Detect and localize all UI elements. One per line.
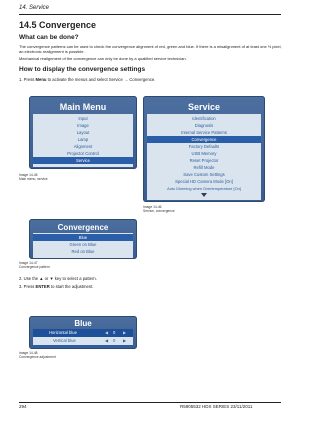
decrease-arrow-icon[interactable]: ◀ xyxy=(105,338,109,343)
caption-text: Convergence pattern xyxy=(19,265,50,269)
menu-item-internal-service-patterns[interactable]: Internal Service Patterns xyxy=(181,130,227,135)
menu-item-convergence[interactable]: Convergence xyxy=(147,136,261,143)
decrease-arrow-icon[interactable]: ◀ xyxy=(105,330,109,335)
what-paragraph-2: Mechanical realignment of the convergence can only be done by a qualified service technician. xyxy=(19,56,187,61)
caption-id: Image 14-46 xyxy=(143,205,162,209)
menu-item-red-on-blue[interactable]: Red on Blue xyxy=(71,249,95,254)
menu-item-layout[interactable]: Layout xyxy=(76,130,90,135)
caption-main-menu xyxy=(19,173,48,181)
menu-item-green-on-blue[interactable]: Green on Blue xyxy=(69,242,97,247)
menu-item-usb-memory[interactable]: USB Memory xyxy=(191,151,217,156)
caption-text: Main menu, service xyxy=(19,177,48,181)
step-1 xyxy=(19,77,279,82)
convergence-menu-title: Convergence xyxy=(57,223,109,232)
step-2 xyxy=(19,276,279,281)
convergence-menu-panel xyxy=(29,219,137,259)
service-menu-panel xyxy=(143,96,265,202)
main-menu-panel xyxy=(29,96,137,169)
horizontal-blue-value: 0 xyxy=(113,330,116,335)
step-3-number: 3. xyxy=(19,284,23,289)
horizontal-blue-row[interactable] xyxy=(33,329,133,337)
step-1-pre: Press xyxy=(23,77,36,82)
menu-item-projector-control[interactable]: Projector Control xyxy=(67,151,99,156)
vertical-blue-row[interactable] xyxy=(33,337,133,345)
what-paragraph-1: The convergence patterns can be used to check the convergence alignment of red, green and blue. If there is a misalignment of at least one ½ pixel, an electronic realignment is possible. xyxy=(19,44,282,54)
chapter-header: 14. Service xyxy=(19,5,50,11)
blue-adjust-list xyxy=(33,329,133,347)
menu-item-reset-projector[interactable]: Reset Projector xyxy=(189,158,219,163)
step-1-number: 1. xyxy=(19,77,23,82)
document-id: R5905532 HDX SERIES 23/11/2011 xyxy=(180,404,253,409)
caption-id: Image 14-47 xyxy=(19,261,38,265)
main-menu-title: Main Menu xyxy=(59,102,107,112)
header-divider xyxy=(19,14,281,15)
caption-id: Image 14-45 xyxy=(19,173,38,177)
scroll-down-arrow-icon[interactable] xyxy=(201,193,207,197)
how-heading: How to display the convergence settings xyxy=(19,66,146,73)
menu-item-special-hd-camera-mode[interactable]: Special HD Camera Mode [On] xyxy=(175,179,233,184)
menu-item-refill-mode[interactable]: Refill Mode xyxy=(193,165,215,170)
menu-item-auto-dimming[interactable]: Auto Dimming when Overtemperature [On] xyxy=(167,186,241,191)
menu-key: Menu xyxy=(35,77,47,82)
blue-menu-panel xyxy=(29,316,137,349)
menu-item-service[interactable]: Service xyxy=(33,157,133,164)
what-heading: What can be done? xyxy=(19,34,79,41)
blue-menu-title: Blue xyxy=(74,319,92,328)
menu-item-image[interactable]: Image xyxy=(77,123,89,128)
increase-arrow-icon[interactable]: ▶ xyxy=(123,338,127,343)
horizontal-blue-label: Horizontal blue xyxy=(49,330,77,335)
vertical-blue-value: 0 xyxy=(113,338,116,343)
caption-blue-menu xyxy=(19,351,56,359)
main-menu-list xyxy=(33,114,133,167)
step-3-pre: Press xyxy=(23,284,36,289)
section-title: 14.5 Convergence xyxy=(19,20,97,30)
footer-divider xyxy=(19,402,281,403)
convergence-menu-list xyxy=(33,233,133,258)
step-3-post: to start the adjustment. xyxy=(49,284,94,289)
menu-item-diagnosis[interactable]: Diagnosis xyxy=(194,123,214,128)
step-2-number: 2. xyxy=(19,276,23,281)
caption-convergence-menu xyxy=(19,261,50,269)
menu-item-identification[interactable]: Identification xyxy=(192,116,216,121)
caption-id: Image 14-48 xyxy=(19,351,38,355)
caption-text: Convergence adjustment xyxy=(19,355,56,359)
menu-item-lamp[interactable]: Lamp xyxy=(77,137,89,142)
menu-item-input[interactable]: Input xyxy=(78,116,88,121)
caption-text: Service, convergence xyxy=(143,209,175,213)
service-menu-title: Service xyxy=(187,102,221,112)
menu-item-blue[interactable]: Blue xyxy=(33,234,133,241)
step-2-text: Use the ▲ or ▼ key to select a pattern. xyxy=(23,276,97,281)
service-menu-list xyxy=(147,114,261,200)
enter-key: ENTER xyxy=(35,284,50,289)
page-number: 294 xyxy=(19,404,27,409)
caption-service-menu xyxy=(143,205,175,213)
menu-item-factory-defaults[interactable]: Factory Defaults xyxy=(188,144,220,149)
vertical-blue-label: Vertical blue xyxy=(53,338,76,343)
menu-item-save-custom-settings[interactable]: Save Custom Settings xyxy=(183,172,225,177)
step-3 xyxy=(19,284,279,289)
menu-item-alignment[interactable]: Alignment xyxy=(73,144,93,149)
increase-arrow-icon[interactable]: ▶ xyxy=(123,330,127,335)
step-1-post: to activate the menus and select Service → Convergence. xyxy=(46,77,156,82)
